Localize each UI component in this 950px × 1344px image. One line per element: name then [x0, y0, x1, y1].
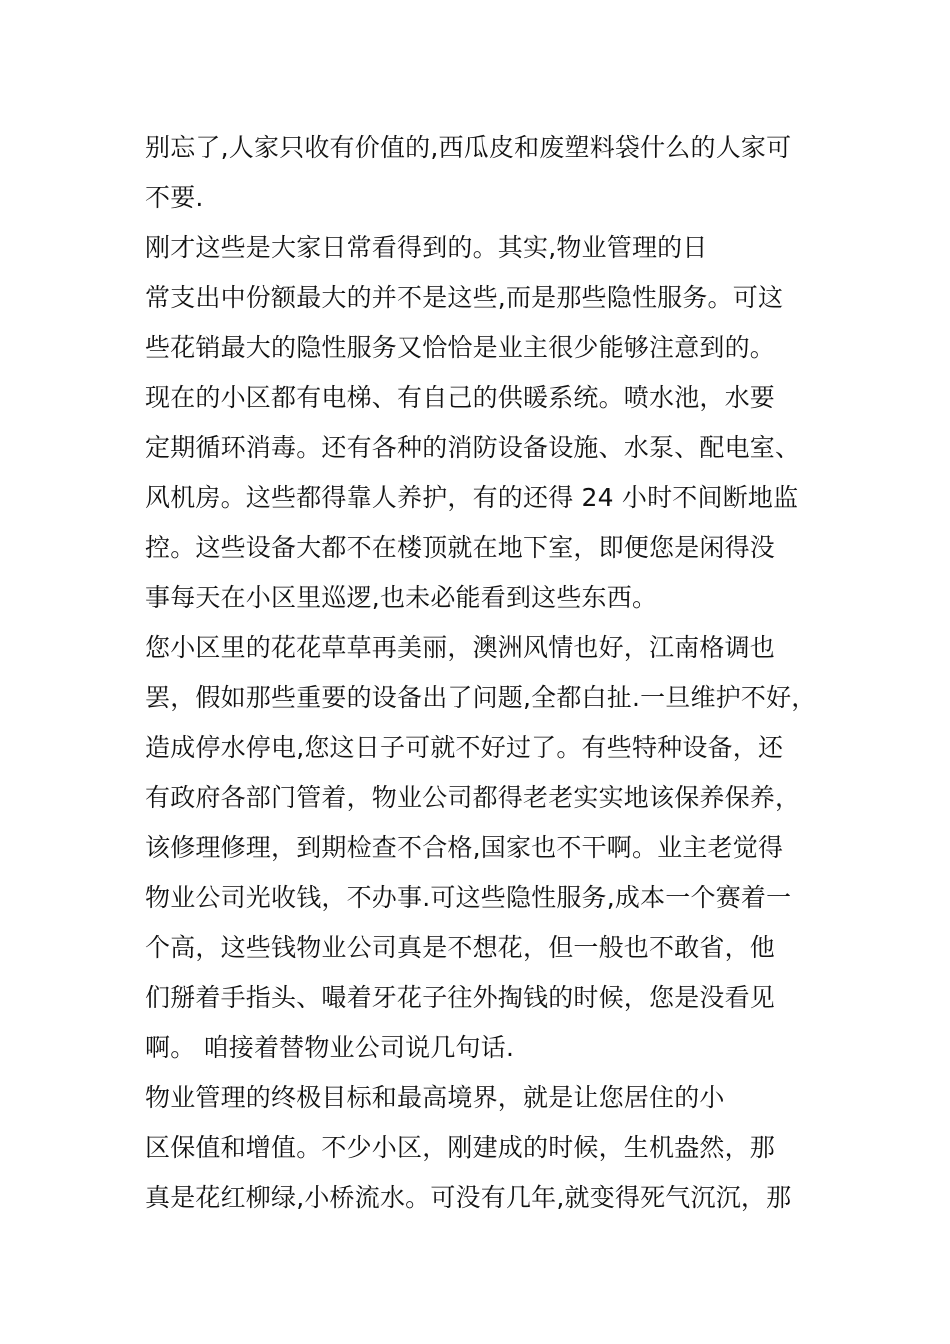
text-line: 罢，假如那些重要的设备出了问题,全都白扯.一旦维护不好， — [145, 683, 817, 712]
text-line: 控。这些设备大都不在楼顶就在地下室，即便您是闲得没 — [145, 533, 776, 562]
text-line: 真是花红柳绿,小桥流水。可没有几年,就变得死气沉沉，那 — [145, 1183, 792, 1212]
text-line: 区保值和增值。不少小区，刚建成的时候，生机盎然，那 — [145, 1133, 776, 1162]
text-line: 该修理修理，到期检查不合格,国家也不干啊。业主老觉得 — [145, 833, 784, 862]
text-line: 个高，这些钱物业公司真是不想花，但一般也不敢省，他 — [145, 933, 776, 962]
text-line: 您小区里的花花草草再美丽，澳洲风情也好，江南格调也 — [145, 633, 776, 662]
text-line: 物业管理的终极目标和最高境界，就是让您居住的小 — [145, 1083, 725, 1112]
text-line: 些花销最大的隐性服务又恰恰是业主很少能够注意到的。 — [145, 333, 776, 362]
text-line: 风机房。这些都得靠人养护，有的还得 24 小时不间断地监 — [145, 483, 799, 512]
text-line: 刚才这些是大家日常看得到的。其实,物业管理的日 — [145, 233, 708, 262]
text-line: 们掰着手指头、嘬着牙花子往外掏钱的时候，您是没看见 — [145, 983, 776, 1012]
text-line: 事每天在小区里巡逻,也未必能看到这些东西。 — [145, 583, 658, 612]
text-line: 有政府各部门管着，物业公司都得老老实实地该保养保养， — [145, 783, 801, 812]
text-line: 造成停水停电,您这日子可就不好过了。有些特种设备，还 — [145, 733, 784, 762]
text-line: 定期循环消毒。还有各种的消防设备设施、水泵、配电室、 — [145, 433, 801, 462]
text-line: 啊。 咱接着替物业公司说几句话. — [145, 1033, 515, 1062]
text-line: 不要. — [145, 183, 204, 212]
text-line: 物业公司光收钱，不办事.可这些隐性服务,成本一个赛着一 — [145, 883, 792, 912]
text-line: 常支出中份额最大的并不是这些,而是那些隐性服务。可这 — [145, 283, 784, 312]
text-line: 别忘了,人家只收有价值的,西瓜皮和废塑料袋什么的人家可 — [145, 133, 792, 162]
text-line: 现在的小区都有电梯、有自己的供暖系统。喷水池，水要 — [145, 383, 776, 412]
